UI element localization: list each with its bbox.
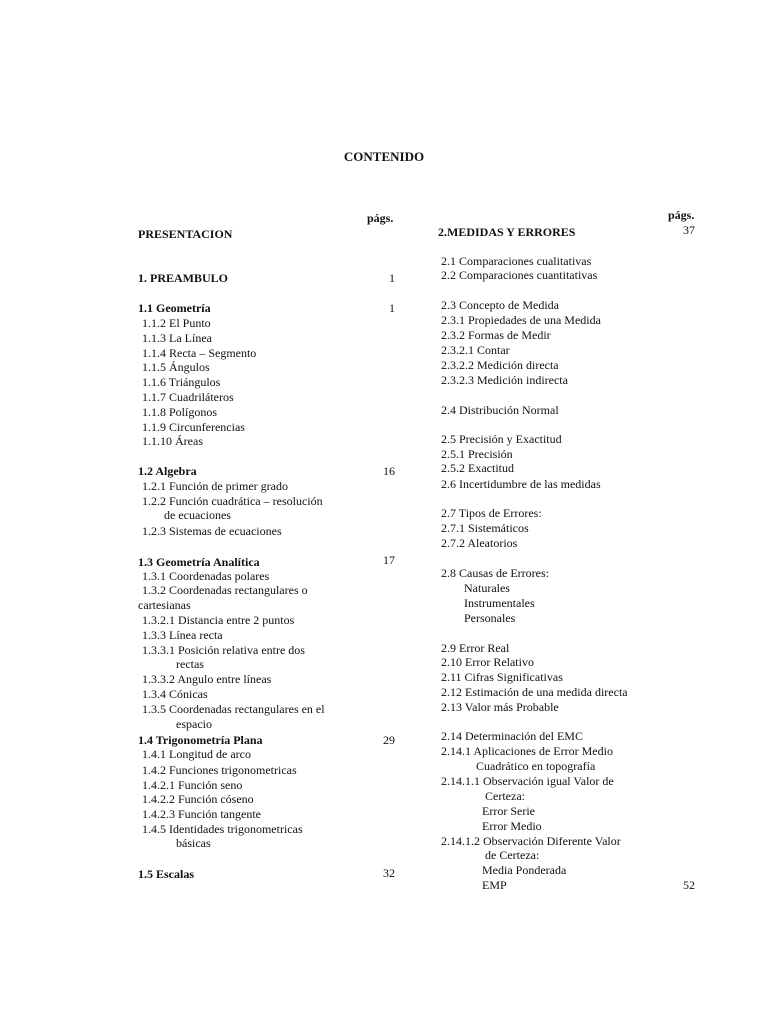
toc-item: básicas: [176, 836, 211, 850]
pags-label-right: págs.: [668, 208, 695, 222]
page-title: CONTENIDO: [343, 149, 425, 164]
toc-item: 2.10 Error Relativo: [441, 655, 534, 669]
toc-item: 1.1.4 Recta – Segmento: [142, 346, 257, 360]
toc-item: 1.1.9 Circunferencias: [142, 420, 245, 434]
toc-item: 1.2.1 Función de primer grado: [142, 479, 288, 493]
preambulo-heading: 1. PREAMBULO: [138, 271, 228, 285]
toc-item: 2.6 Incertidumbre de las medidas: [441, 477, 601, 491]
toc-item: cartesianas: [138, 598, 191, 612]
toc-item: 2.5.2 Exactitud: [441, 461, 514, 475]
toc-item: 1.1.3 La Línea: [142, 331, 212, 345]
toc-item: 1.4.1 Longitud de arco: [142, 747, 251, 761]
section-1-1-page: 1: [389, 301, 395, 315]
section-1-5-page: 32: [383, 866, 395, 880]
toc-item: 2.1 Comparaciones cualitativas: [441, 254, 592, 268]
toc-item: 1.3.3.2 Angulo entre líneas: [142, 672, 272, 686]
toc-item: 1.1.7 Cuadriláteros: [142, 390, 234, 404]
section-2-heading: 2.MEDIDAS Y ERRORES: [438, 225, 576, 239]
toc-item: 2.11 Cifras Significativas: [441, 670, 563, 684]
toc-item: 2.3.1 Propiedades de una Medida: [441, 313, 601, 327]
toc-item: 1.1.5 Ángulos: [142, 360, 210, 374]
toc-item: Cuadrático en topografía: [476, 759, 596, 773]
toc-item: Personales: [464, 611, 516, 625]
toc-item: 2.3 Concepto de Medida: [441, 298, 559, 312]
toc-item: 2.13 Valor más Probable: [441, 700, 559, 714]
section-1-4-page: 29: [383, 733, 395, 747]
toc-item: 1.4.5 Identidades trigonometricas: [142, 822, 303, 836]
toc-item: 2.14 Determinación del EMC: [441, 729, 583, 743]
toc-item: 2.5.1 Precisión: [441, 447, 513, 461]
toc-item: 1.1.10 Áreas: [142, 434, 203, 448]
toc-item: espacio: [176, 717, 212, 731]
toc-item: 1.3.2 Coordenadas rectangulares o: [142, 583, 308, 597]
toc-item: 2.7.2 Aleatorios: [441, 536, 518, 550]
toc-item: 2.8 Causas de Errores:: [441, 566, 549, 580]
toc-item: 2.14.1.2 Observación Diferente Valor: [441, 834, 621, 848]
toc-item: 1.3.1 Coordenadas polares: [142, 569, 270, 583]
toc-item: 1.3.3 Línea recta: [142, 628, 223, 642]
toc-item: 2.14.1.1 Observación igual Valor de: [441, 774, 614, 788]
toc-item: 2.3.2 Formas de Medir: [441, 328, 551, 342]
section-1-2-title: 1.2 Algebra: [138, 464, 197, 478]
toc-item: de Certeza:: [485, 848, 540, 862]
section-1-2-page: 16: [383, 464, 395, 478]
toc-item: 1.3.4 Cónicas: [142, 687, 208, 701]
toc-item: Instrumentales: [464, 596, 535, 610]
toc-item: 1.1.2 El Punto: [142, 316, 211, 330]
section-1-3-page: 17: [383, 553, 395, 567]
section-1-4-title: 1.4 Trigonometría Plana: [138, 733, 263, 747]
toc-item: 2.7.1 Sistemáticos: [441, 521, 529, 535]
toc-item: 1.3.5 Coordenadas rectangulares en el: [142, 702, 325, 716]
toc-item: 1.3.3.1 Posición relativa entre dos: [142, 643, 305, 657]
toc-item: 1.4.2.1 Función seno: [142, 778, 243, 792]
toc-item: 1.2.3 Sistemas de ecuaciones: [142, 524, 282, 538]
section-2-page: 37: [683, 223, 695, 237]
toc-item: 2.14.1 Aplicaciones de Error Medio: [441, 744, 613, 758]
toc-item: 2.3.2.1 Contar: [441, 343, 510, 357]
toc-item: Media Ponderada: [482, 863, 567, 877]
preambulo-page: 1: [389, 271, 395, 285]
pags-label-left: págs.: [367, 211, 394, 225]
toc-item: 1.4.2.2 Función cóseno: [142, 792, 254, 806]
toc-item: 2.3.2.3 Medición indirecta: [441, 373, 568, 387]
toc-item: Naturales: [464, 581, 510, 595]
toc-item: 1.2.2 Función cuadrática – resolución: [142, 494, 323, 508]
toc-item: Certeza:: [485, 789, 525, 803]
toc-item: 2.12 Estimación de una medida directa: [441, 685, 628, 699]
toc-item: 1.3.2.1 Distancia entre 2 puntos: [142, 613, 295, 627]
section-1-1-title: 1.1 Geometría: [138, 301, 211, 315]
toc-item: 2.3.2.2 Medición directa: [441, 358, 559, 372]
presentacion-heading: PRESENTACION: [138, 227, 233, 241]
toc-item: Error Medio: [482, 819, 542, 833]
toc-item: 2.2 Comparaciones cuantitativas: [441, 268, 598, 282]
toc-item: 1.4.2 Funciones trigonometricas: [142, 763, 297, 777]
toc-item: 1.1.6 Triángulos: [142, 375, 221, 389]
toc-item: Error Serie: [482, 804, 535, 818]
toc-item: 2.5 Precisión y Exactitud: [441, 432, 562, 446]
toc-item: EMP: [482, 878, 507, 892]
last-page-number: 52: [683, 878, 695, 892]
toc-item: de ecuaciones: [164, 508, 231, 522]
toc-item: rectas: [176, 657, 204, 671]
toc-item: 2.9 Error Real: [441, 641, 510, 655]
toc-item: 2.7 Tipos de Errores:: [441, 506, 542, 520]
toc-item: 1.1.8 Polígonos: [142, 405, 218, 419]
section-1-5-title: 1.5 Escalas: [138, 867, 195, 881]
section-1-3-title: 1.3 Geometría Analítica: [138, 555, 260, 569]
toc-item: 1.4.2.3 Función tangente: [142, 807, 261, 821]
toc-item: 2.4 Distribución Normal: [441, 403, 559, 417]
